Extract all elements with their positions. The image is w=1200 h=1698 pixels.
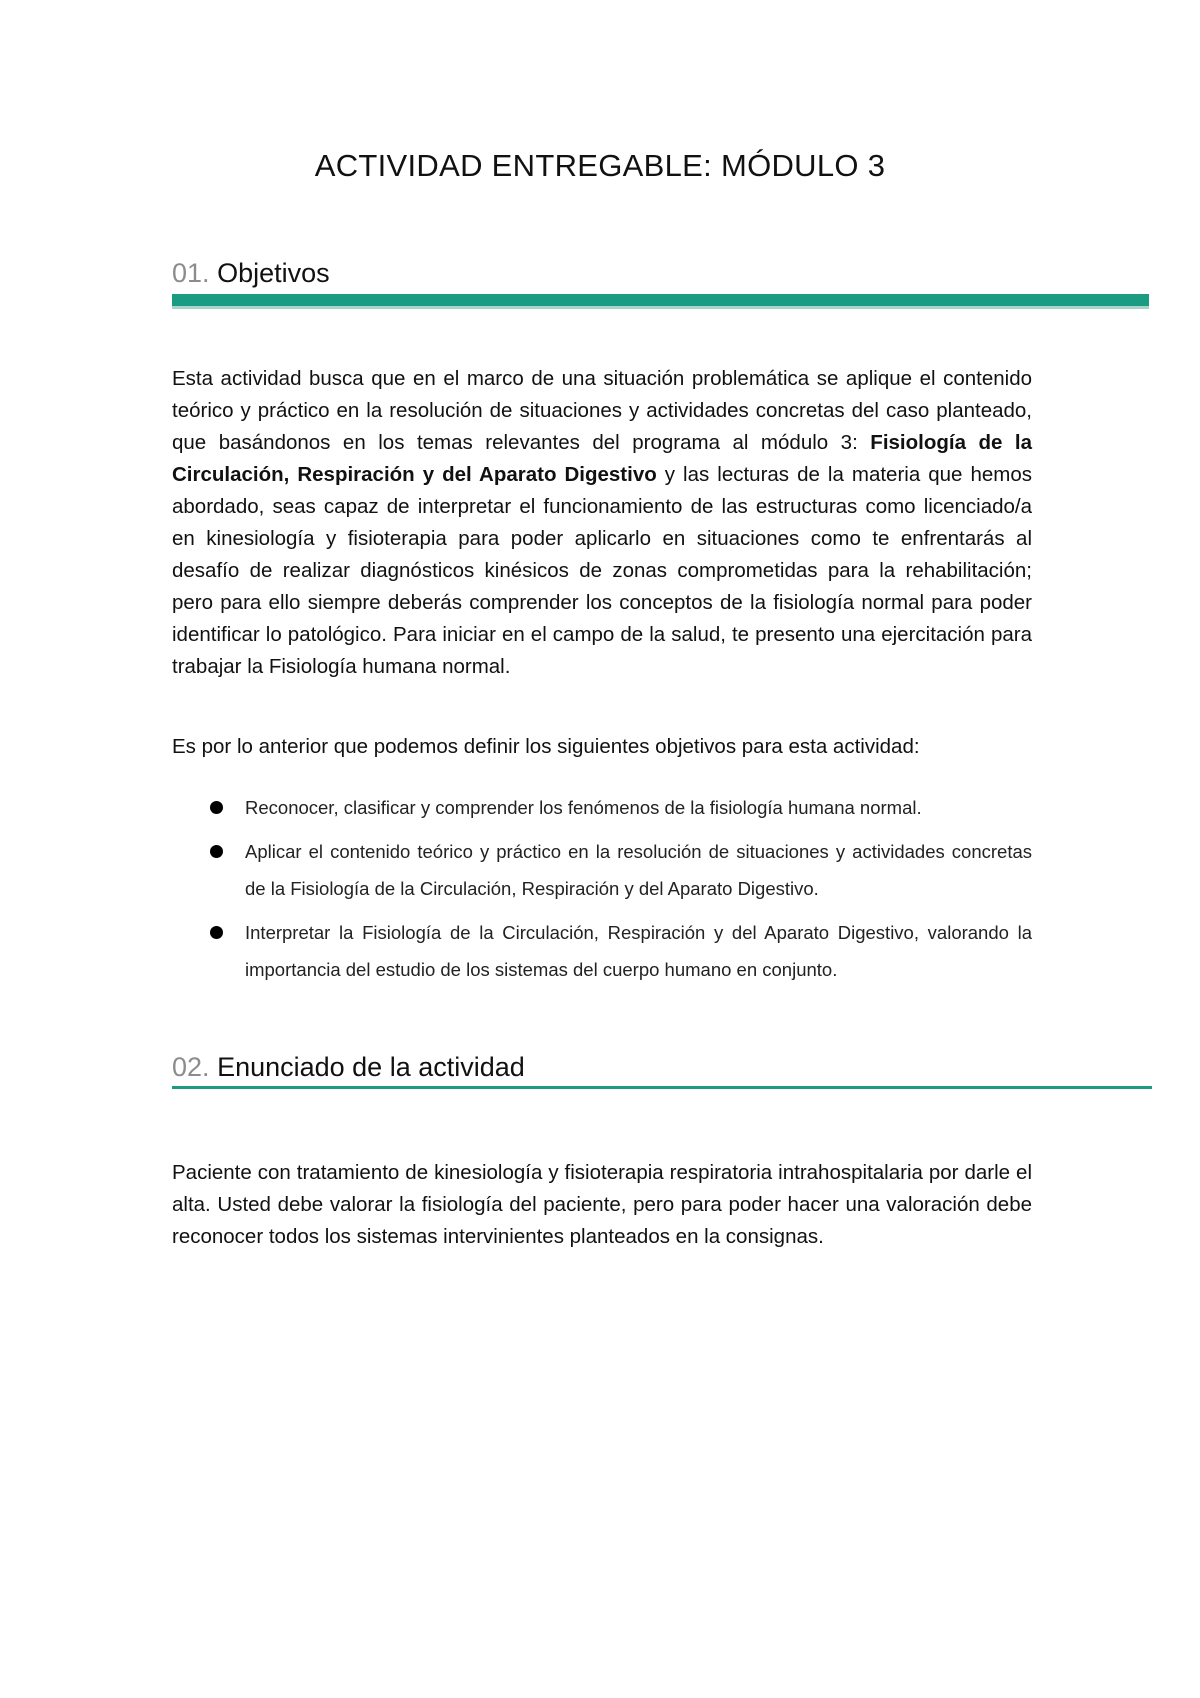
objective-item — [210, 789, 1032, 826]
section-divider — [172, 1086, 1152, 1089]
section-number: 01. — [172, 258, 210, 288]
bullet-icon — [210, 845, 223, 858]
objective-item — [210, 833, 1032, 907]
section-title: Enunciado de la actividad — [217, 1052, 525, 1082]
activity-statement-paragraph: Paciente con tratamiento de kinesiología y fisioterapia respiratoria intrahospitalaria por darle el alta. Usted debe valorar la fisiología del paciente, pero para poder hacer una valoración debe reconocer todos los sistemas intervinientes planteados en la consignas. — [172, 1161, 1032, 1248]
objective-item — [210, 914, 1032, 988]
objective-text: Reconocer, clasificar y comprender los fenómenos de la fisiología humana normal. — [245, 797, 922, 818]
document-title: ACTIVIDAD ENTREGABLE: MÓDULO 3 — [314, 148, 886, 183]
intro-text-bold: Fisiología de la Circulación, Respiración y del Aparato Digestivo — [172, 431, 1033, 486]
objective-text: Aplicar el contenido teórico y práctico en la resolución de situaciones y actividades concretas de la Fisiología de la Circulación, Respiración y del Aparato Digestivo. — [245, 841, 1032, 899]
section-divider — [172, 294, 1149, 309]
intro-paragraph — [172, 363, 1032, 683]
section-title: Objetivos — [217, 258, 330, 288]
section-number: 02. — [172, 1052, 210, 1082]
intro-text-end: y las lecturas de la materia que hemos abordado, seas capaz de interpretar el funcionamiento de las estructuras como licenciado/a en kinesiología y fisioterapia para poder aplicarlo en situaciones como te enfrentarás al desafío de realizar diagnósticos kinésicos de zonas comprometidas para la rehabilitación; pero para ello siempre deberás comprender los conceptos de la fisiología normal para poder identificar lo patológico. Para iniciar en el campo de la salud, te presento una ejercitación para trabajar la Fisiología humana normal. — [172, 463, 1032, 678]
bullet-icon — [210, 926, 223, 939]
objectives-lead-paragraph: Es por lo anterior que podemos definir los siguientes objetivos para esta actividad: — [172, 735, 920, 758]
section-heading-enunciado — [172, 1052, 525, 1083]
section-heading-objetivos — [172, 258, 330, 289]
objectives-list — [210, 789, 1032, 988]
bullet-icon — [210, 801, 223, 814]
intro-text-start: Esta actividad busca que en el marco de una situación problemática se aplique el contenido teórico y práctico en la resolución de situaciones y actividades concretas del caso planteado, que basándonos en los temas relevantes del programa al módulo 3: — [172, 367, 1032, 454]
objective-text: Interpretar la Fisiología de la Circulación, Respiración y del Aparato Digestivo, valorando la importancia del estudio de los sistemas del cuerpo humano en conjunto. — [245, 922, 1032, 980]
